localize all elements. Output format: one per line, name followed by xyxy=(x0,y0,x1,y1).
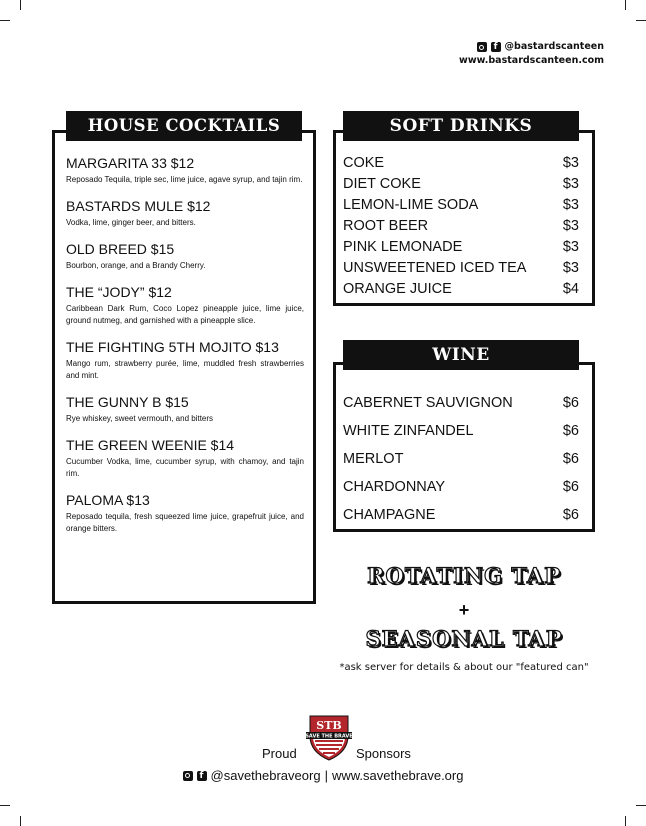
wine-row xyxy=(343,445,579,473)
facebook-icon[interactable]: f xyxy=(197,771,207,781)
cocktail-item xyxy=(66,155,304,186)
cocktail-item xyxy=(66,492,304,535)
header-social xyxy=(459,40,604,68)
item-price: $3 xyxy=(562,239,579,255)
sponsor-website[interactable]: www.savethebrave.org xyxy=(331,768,464,783)
item-name: CHAMPAGNE xyxy=(343,507,436,523)
item-price: $6 xyxy=(562,507,579,523)
cocktail-description: Rye whiskey, sweet vermouth, and bitters xyxy=(66,414,214,423)
item-price: $6 xyxy=(562,423,579,439)
wine-row xyxy=(343,501,579,529)
cocktail-description: Bourbon, orange, and a Brandy Cherry. xyxy=(66,261,206,270)
item-name: CHARDONNAY xyxy=(343,479,446,495)
item-price: $4 xyxy=(562,281,579,297)
item-name: UNSWEETENED ICED TEA xyxy=(343,260,527,276)
item-name: WHITE ZINFANDEL xyxy=(343,423,474,439)
cocktail-item xyxy=(66,339,304,382)
cocktail-name: OLD BREED $15 xyxy=(66,241,175,257)
item-name: CABERNET SAUVIGNON xyxy=(343,395,513,411)
cocktail-item xyxy=(66,284,304,327)
save-the-brave-logo[interactable] xyxy=(306,714,352,762)
item-price: $3 xyxy=(562,218,579,234)
plus-sign: + xyxy=(458,600,470,620)
wine-row xyxy=(343,417,579,445)
shield-logo-icon xyxy=(306,714,352,762)
soft-drinks-row xyxy=(343,174,579,195)
cocktail-description: Cucumber Vodka, lime, cucumber syrup, with chamoy, and tajin rim. xyxy=(66,457,304,478)
cocktail-item xyxy=(66,241,304,272)
soft-drinks-row xyxy=(343,237,579,258)
cocktail-name: MARGARITA 33 $12 xyxy=(66,155,195,171)
cocktail-name: BASTARDS MULE $12 xyxy=(66,198,211,214)
item-name: MERLOT xyxy=(343,451,404,467)
item-price: $6 xyxy=(562,451,579,467)
sponsor-social xyxy=(0,768,646,783)
logo-initials: STB xyxy=(316,719,342,732)
cocktail-item xyxy=(66,394,304,425)
cocktail-description: Mango rum, strawberry purée, lime, muddled fresh strawberries and mint. xyxy=(66,359,304,380)
header-social-handle[interactable]: @bastardscanteen xyxy=(504,41,604,52)
soft-drinks-row xyxy=(343,216,579,237)
soft-drinks-row xyxy=(343,153,579,174)
crop-mark xyxy=(636,20,646,21)
cocktail-name: PALOMA $13 xyxy=(66,492,150,508)
sponsor-social-handle[interactable]: @savethebraveorg xyxy=(210,768,321,783)
facebook-icon[interactable]: f xyxy=(491,42,501,52)
rotating-tap-title: ROTATING TAP xyxy=(367,563,561,588)
cocktail-description: Vodka, lime, ginger beer, and bitters. xyxy=(66,218,196,227)
cocktail-name: THE GUNNY B $15 xyxy=(66,394,189,410)
crop-mark xyxy=(636,805,646,806)
cocktail-name: THE “JODY” $12 xyxy=(66,284,172,300)
cocktail-list xyxy=(66,155,304,547)
item-price: $6 xyxy=(562,395,579,411)
item-price: $3 xyxy=(562,197,579,213)
soft-drinks-row xyxy=(343,279,579,300)
header-website[interactable]: www.bastardscanteen.com xyxy=(459,55,604,66)
crop-mark xyxy=(20,0,21,10)
cocktails-title: HOUSE COCKTAILS xyxy=(66,111,302,141)
cocktail-item xyxy=(66,437,304,480)
sponsor-sponsors-text: Sponsors xyxy=(356,746,411,761)
wine-row xyxy=(343,389,579,417)
cocktail-description: Reposado tequila, fresh squeezed lime juice, grapefruit juice, and orange bitters. xyxy=(66,512,304,533)
logo-banner-text: SAVE THE BRAVE xyxy=(306,733,352,740)
seasonal-tap-title: SEASONAL TAP xyxy=(365,626,563,651)
item-price: $3 xyxy=(562,155,579,171)
item-name: DIET COKE xyxy=(343,176,421,192)
wine-row xyxy=(343,473,579,501)
cocktail-description: Reposado Tequila, triple sec, lime juice, agave syrup, and tajin rim. xyxy=(66,175,303,184)
item-name: ORANGE JUICE xyxy=(343,281,452,297)
crop-mark xyxy=(0,805,10,806)
cocktail-description: Caribbean Dark Rum, Coco Lopez pineapple juice, lime juice, ground nutmeg, and garnished with a pineapple slice. xyxy=(66,304,304,325)
instagram-icon[interactable] xyxy=(183,771,193,781)
sponsor-proud-text: Proud xyxy=(262,746,297,761)
item-name: COKE xyxy=(343,155,385,171)
crop-mark xyxy=(625,816,626,826)
cocktail-name: THE FIGHTING 5TH MOJITO $13 xyxy=(66,339,279,355)
item-price: $3 xyxy=(562,176,579,192)
cocktail-name: THE GREEN WEENIE $14 xyxy=(66,437,235,453)
item-price: $6 xyxy=(562,479,579,495)
soft-drinks-row xyxy=(343,258,579,279)
crop-mark xyxy=(20,816,21,826)
item-name: PINK LEMONADE xyxy=(343,239,463,255)
crop-mark xyxy=(625,0,626,10)
wine-title: WINE xyxy=(343,340,579,370)
wine-list xyxy=(343,389,579,529)
item-name: LEMON-LIME SODA xyxy=(343,197,479,213)
item-name: ROOT BEER xyxy=(343,218,429,234)
soft-drinks-title: SOFT DRINKS xyxy=(343,111,579,141)
soft-drinks-list xyxy=(343,153,579,300)
separator: | xyxy=(324,768,328,783)
soft-drinks-row xyxy=(343,195,579,216)
instagram-icon[interactable] xyxy=(477,42,487,52)
item-price: $3 xyxy=(562,260,579,276)
cocktail-item xyxy=(66,198,304,229)
tap-note: *ask server for details & about our "featured can" xyxy=(339,662,589,673)
crop-mark xyxy=(0,20,10,21)
